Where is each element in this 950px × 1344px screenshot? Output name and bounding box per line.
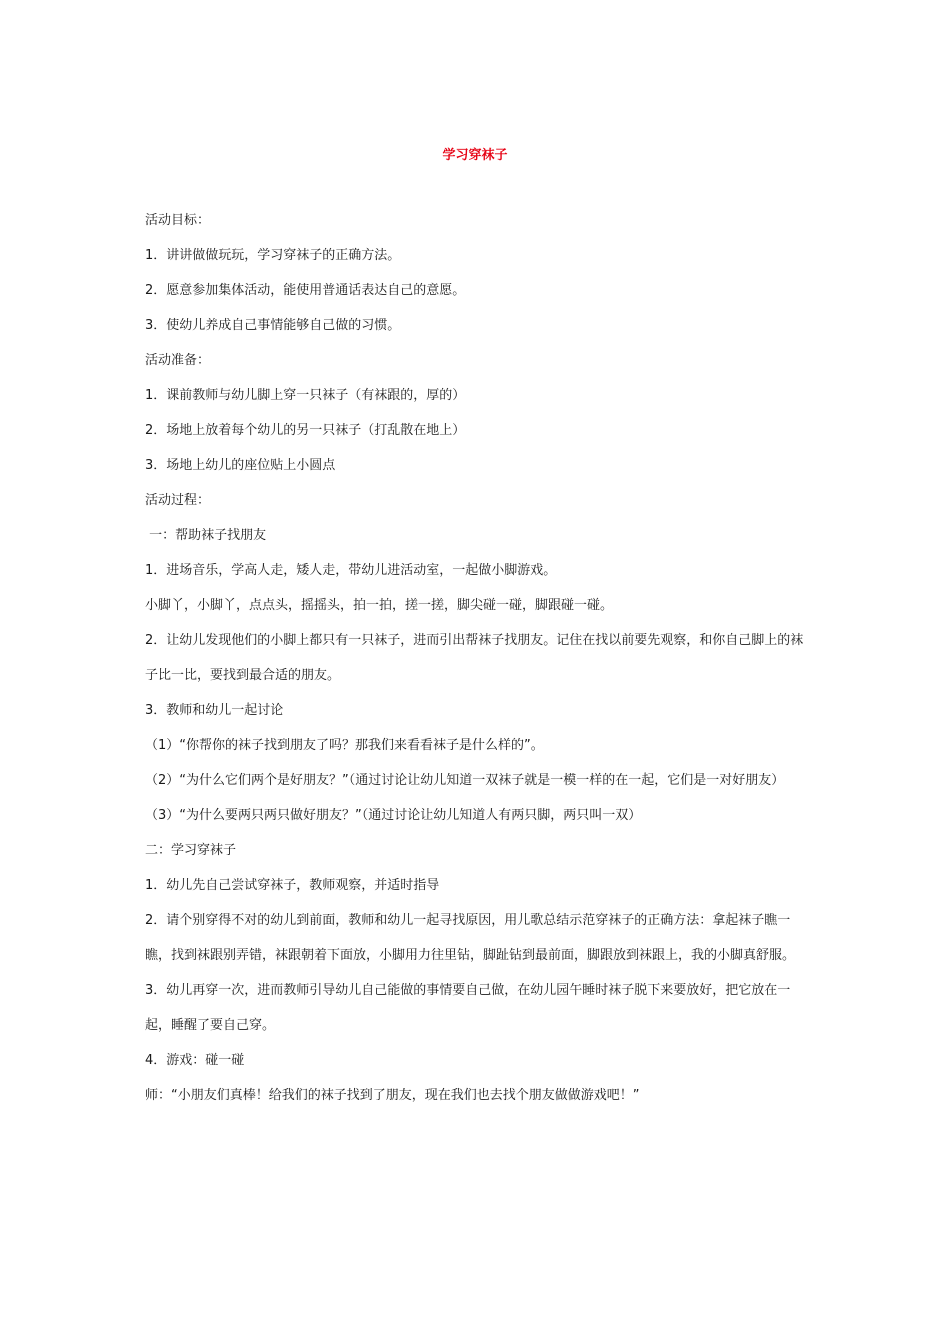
goal-item-2: 2．愿意参加集体活动，能使用普通话表达自己的意愿。 (145, 283, 466, 298)
goal-item-3: 3．使幼儿养成自己事情能够自己做的习惯。 (145, 318, 401, 333)
process-part-1-step-2: 2．让幼儿发现他们的小脚上都只有一只袜子，进而引出帮袜子找朋友。记住在找以前要先观察，和你自己脚上的袜子比一比，要找到最合适的朋友。 (145, 633, 804, 683)
preparation-item-3: 3．场地上幼儿的座位贴上小圆点 (145, 458, 336, 473)
teacher-quote: 师：“小朋友们真棒！给我们的袜子找到了朋友，现在我们也去找个朋友做做游戏吧！” (145, 1088, 640, 1103)
feet-rhyme: 小脚丫，小脚丫，点点头，摇摇头，拍一拍，搓一搓，脚尖碰一碰，脚跟碰一碰。 (145, 598, 614, 613)
discussion-item-3: （3）“为什么要两只两只做好朋友？”（通过讨论让幼儿知道人有两只脚，两只叫一双） (145, 808, 642, 823)
process-part-1-step-1: 1．进场音乐，学高人走，矮人走，带幼儿进活动室，一起做小脚游戏。 (145, 563, 557, 578)
goal-item-1: 1．讲讲做做玩玩，学习穿袜子的正确方法。 (145, 248, 401, 263)
process-part-2-step-1: 1．幼儿先自己尝试穿袜子，教师观察，并适时指导 (145, 878, 440, 893)
discussion-item-1: （1）“你帮你的袜子找到朋友了吗？那我们来看看袜子是什么样的”。 (145, 738, 544, 753)
preparation-item-2: 2．场地上放着每个幼儿的另一只袜子（打乱散在地上） (145, 423, 466, 438)
process-part-1-heading: 一：帮助袜子找朋友 (145, 528, 267, 543)
document-body (145, 203, 810, 1113)
process-part-2-step-4: 4．游戏：碰一碰 (145, 1053, 245, 1068)
process-part-2-step-2: 2．请个别穿得不对的幼儿到前面，教师和幼儿一起寻找原因，用儿歌总结示范穿袜子的正确方法：拿起袜子瞧一瞧，找到袜跟别弄错，袜跟朝着下面放，小脚用力往里钻，脚趾钻到最前面，脚跟放到袜跟上，我的小脚真舒服。 (145, 913, 796, 963)
process-part-2-heading: 二：学习穿袜子 (145, 843, 237, 858)
section-heading-goals: 活动目标： (145, 213, 211, 228)
discussion-item-2: （2）“为什么它们两个是好朋友？”（通过讨论让幼儿知道一双袜子就是一模一样的在一起，它们是一对好朋友） (145, 773, 785, 788)
section-heading-preparation: 活动准备： (145, 353, 211, 368)
document-title: 学习穿袜子 (442, 148, 508, 163)
preparation-item-1: 1．课前教师与幼儿脚上穿一只袜子（有袜跟的，厚的） (145, 388, 466, 403)
process-part-1-step-3: 3．教师和幼儿一起讨论 (145, 703, 284, 718)
section-heading-process: 活动过程： (145, 493, 211, 508)
process-part-2-step-3: 3．幼儿再穿一次，进而教师引导幼儿自己能做的事情要自己做，在幼儿园午睡时袜子脱下来要放好，把它放在一起，睡醒了要自己穿。 (145, 983, 791, 1033)
